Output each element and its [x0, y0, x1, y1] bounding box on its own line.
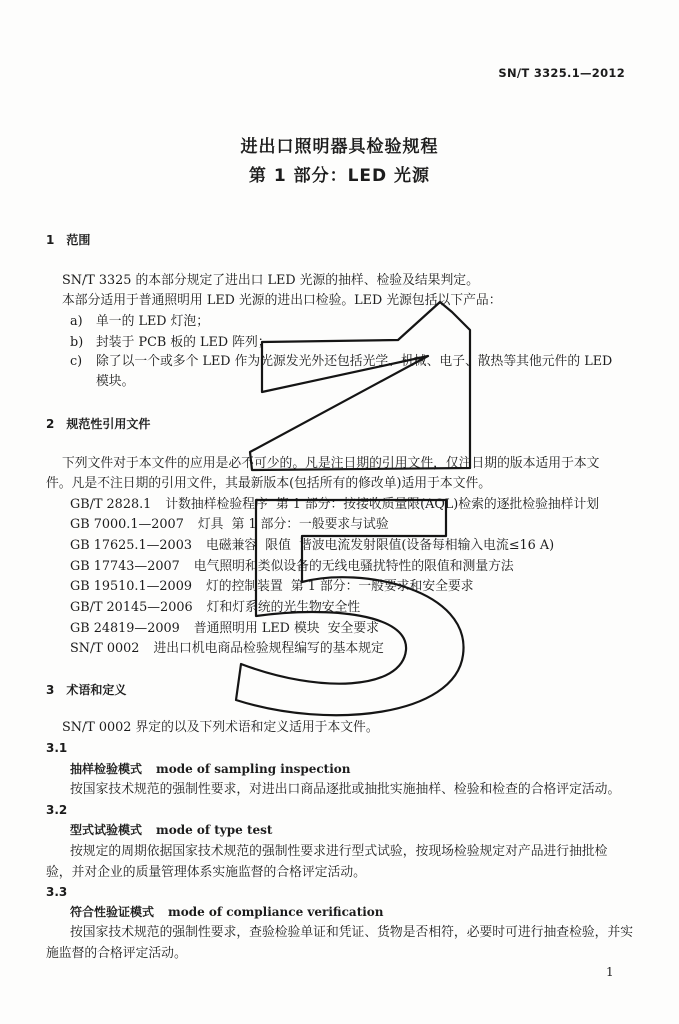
document-title: 进出口照明器具检验规程	[240, 137, 439, 157]
reference-title: 电磁兼容 限值 谐波电流发射限值(设备每相输入电流≤16 A)	[205, 538, 555, 553]
reference-title: 进出口机电商品检验规程编写的基本规定	[153, 641, 384, 656]
term-english: mode of type test	[156, 823, 273, 837]
term-chinese: 抽样检验模式	[70, 762, 143, 776]
list-item-continuation: 模块。	[96, 374, 135, 389]
list-item-label: b)	[70, 335, 84, 350]
term-definition-continuation: 施监督的合格评定活动。	[46, 946, 187, 961]
list-item-text: 除了以一个或多个 LED 作为光源发光外还包括光学、机械、电子、散热等其他元件的 LED	[96, 354, 613, 369]
section-number: 3	[46, 683, 55, 697]
paragraph-continuation: 件。凡是不注日期的引用文件，其最新版本(包括所有的修改单)适用于本文件。	[46, 476, 492, 491]
reference-code: SN/T 0002	[70, 641, 140, 656]
reference-code: GB 7000.1—2007	[70, 517, 184, 532]
reference-title: 电气照明和类似设备的无线电骚扰特性的限值和测量方法	[193, 559, 514, 574]
reference-entry	[70, 579, 474, 594]
term-english: mode of compliance verification	[168, 905, 384, 919]
paragraph: SN/T 3325 的本部分规定了进出口 LED 光源的抽样、检验及结果判定。	[62, 273, 479, 288]
section-heading-terms-definitions	[46, 683, 126, 698]
reference-title: 灯和灯系统的光生物安全性	[206, 600, 361, 615]
paragraph: 下列文件对于本文件的应用是必不可少的。凡是注日期的引用文件，仅注日期的版本适用于本文	[62, 456, 600, 471]
reference-entry	[70, 538, 554, 553]
watermark-upper-stroke	[250, 302, 470, 470]
reference-entry	[70, 600, 360, 615]
list-item	[70, 354, 612, 369]
reference-code: GB 24819—2009	[70, 621, 180, 636]
reference-entry	[70, 641, 384, 656]
term-heading	[70, 905, 384, 920]
list-item-label: c)	[70, 354, 83, 369]
reference-entry	[70, 621, 379, 636]
reference-entry	[70, 517, 389, 532]
section-title: 规范性引用文件	[66, 417, 151, 431]
paragraph: SN/T 0002 界定的以及下列术语和定义适用于本文件。	[62, 720, 379, 735]
reference-title: 灯具 第 1 部分：一般要求与试验	[197, 517, 389, 532]
page-number: 1	[606, 965, 614, 979]
term-definition-continuation: 验，并对企业的质量管理体系实施监督的合格评定活动。	[46, 865, 366, 880]
reference-code: GB 19510.1—2009	[70, 579, 192, 594]
reference-entry	[70, 559, 514, 574]
reference-title: 灯的控制装置 第 1 部分：一般要求和安全要求	[205, 579, 474, 594]
reference-code: GB 17625.1—2003	[70, 538, 192, 553]
term-heading	[70, 762, 351, 777]
term-definition: 按规定的周期依据国家技术规范的强制性要求进行型式试验，按现场检验规定对产品进行抽批检	[70, 844, 608, 859]
list-item	[70, 314, 209, 329]
section-number: 2	[46, 417, 55, 431]
list-item-text: 封装于 PCB 板的 LED 阵列；	[96, 335, 271, 350]
reference-title: 计数抽样检验程序 第 1 部分：按接收质量限(AQL)检索的逐批检验抽样计划	[165, 497, 600, 512]
section-number: 1	[46, 233, 55, 247]
section-heading-scope	[46, 233, 90, 248]
term-definition: 按国家技术规范的强制性要求，查验检验单证和凭证、货物是否相符，必要时可进行抽查检验，并实	[70, 925, 634, 940]
list-item-label: a)	[70, 314, 83, 329]
reference-title: 普通照明用 LED 模块 安全要求	[193, 621, 379, 636]
reference-code: GB/T 2828.1	[70, 497, 152, 512]
list-item	[70, 335, 271, 350]
term-heading	[70, 823, 272, 838]
section-title: 术语和定义	[66, 683, 127, 697]
section-heading-normative-references	[46, 417, 150, 432]
list-item-text: 单一的 LED 灯泡；	[96, 314, 210, 329]
reference-entry	[70, 497, 599, 512]
section-title: 范围	[66, 233, 91, 247]
document-subtitle: 第 1 部分：LED 光源	[248, 166, 431, 186]
standard-number: SN/T 3325.1—2012	[498, 66, 625, 80]
paragraph: 本部分适用于普通照明用 LED 光源的进出口检验。LED 光源包括以下产品：	[62, 293, 502, 308]
term-chinese: 型式试验模式	[70, 823, 143, 837]
term-english: mode of sampling inspection	[156, 762, 351, 776]
reference-code: GB/T 20145—2006	[70, 600, 193, 615]
term-chinese: 符合性验证模式	[70, 905, 155, 919]
reference-code: GB 17743—2007	[70, 559, 180, 574]
term-number: 3.3	[46, 885, 68, 899]
term-number: 3.2	[46, 803, 68, 817]
term-number: 3.1	[46, 741, 68, 755]
term-definition: 按国家技术规范的强制性要求，对进出口商品逐批或抽批实施抽样、检验和检查的合格评定活动。	[70, 782, 621, 797]
